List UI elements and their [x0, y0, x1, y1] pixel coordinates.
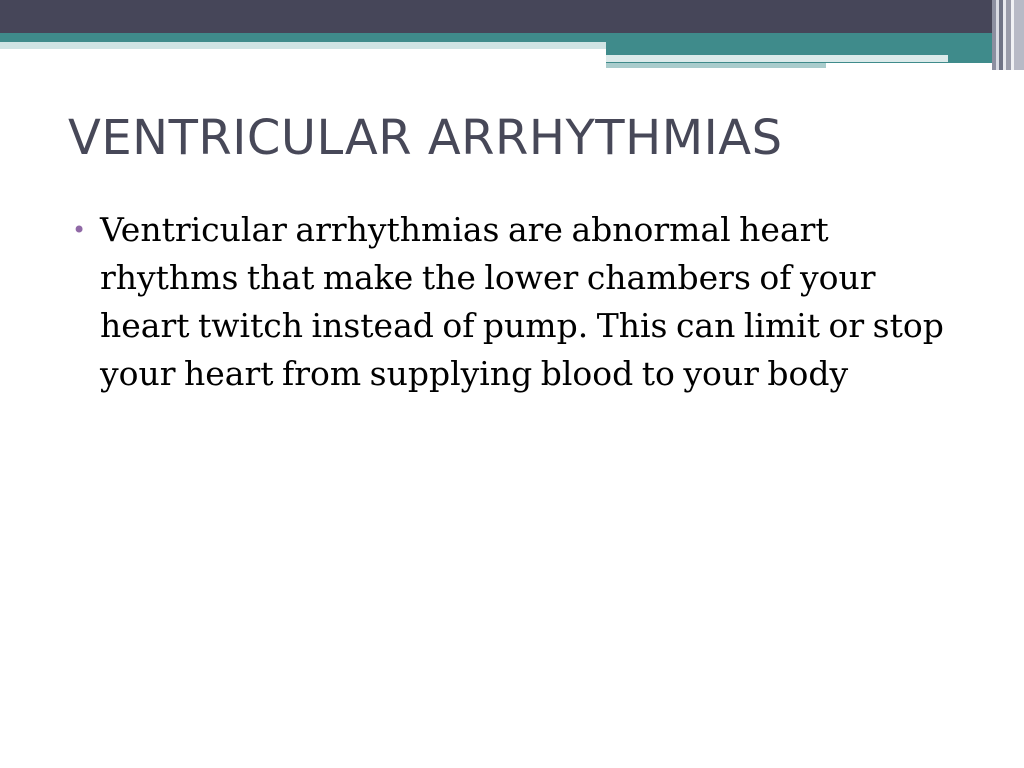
- bullet-marker: •: [72, 216, 87, 244]
- bullet-list: [70, 206, 950, 398]
- bullet-item: [70, 206, 950, 398]
- header-band-highlight: [0, 42, 606, 49]
- header-band-dark: [0, 0, 1024, 33]
- bullet-text: Ventricular arrhythmias are abnormal heart rhythms that make the lower chambers of your heart twitch instead of pump. This can limit or stop your heart from supplying blood to your body: [100, 210, 944, 393]
- header-band-right-thin: [606, 63, 826, 68]
- header-band-right-highlight: [606, 55, 948, 62]
- slide-title: VENTRICULAR ARRHYTHMIAS: [68, 110, 783, 166]
- header-edge-stripes: [992, 0, 1024, 70]
